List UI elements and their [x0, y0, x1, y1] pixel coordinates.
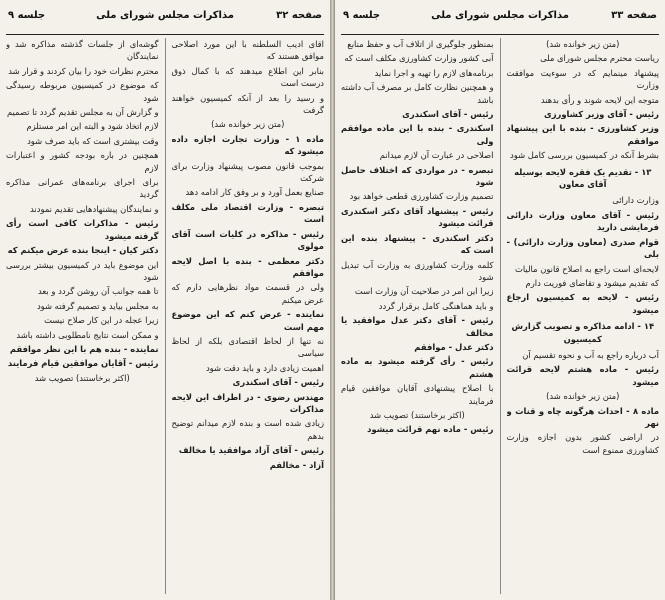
text-line: تبصره - در مواردی که اختلاف حاصل شود [341, 164, 494, 188]
text-line: و رسید را بعد از آنکه کمیسیون خواهند گرفت [171, 92, 324, 116]
text-line: نه تنها از لحاظ اقتصادی بلکه از لحاظ سیاسی [171, 335, 324, 359]
left-page-header [6, 4, 324, 35]
text-line: مهندس رضوی - در اطراف این لایحه مذاکرات [171, 391, 324, 414]
text-line: وقت بیشتری است که باید صرف شود [27, 135, 159, 146]
text-line: رئیس - آقای اسکندری [402, 109, 494, 120]
text-line: وزارت دارائی [612, 195, 659, 206]
text-line: زیرا عجله در این کار صلاح نیست [44, 315, 159, 326]
text-line: دکتر اسکندری - پیشنهاد بنده این است که [341, 232, 494, 256]
text-line: و ممکن است نتایج نامطلوبی داشته باشد [16, 329, 159, 340]
text-line: رئیس - پیشنهاد آقای دکتر اسکندری قرائت میشود [341, 205, 494, 229]
text-line: ولی در قسمت مواد نظرهایی دارم که عرض میکنم [171, 282, 324, 305]
text-line: اقای ادیب السلطنه با این مورد اصلاحی موافق هستند که [171, 39, 324, 62]
text-line: (اکثر برخاستند) تصویب شد [34, 372, 130, 383]
text-line: رئیس - ماده هشتم لایحه قرائت میشود [506, 364, 659, 387]
text-line: قوام صدری (معاون وزارت دارائی) - بلی [506, 236, 659, 260]
text-line: گوشه‌ای از جلسات گذشته مذاکره شد و نمایندگان [6, 39, 159, 62]
left-col-right [172, 38, 325, 594]
right-page [335, 0, 665, 600]
text-line: که موضوع در کمیسیون مربوطه رسیدگی شود [6, 80, 159, 103]
left-page [0, 0, 330, 600]
text-line: نماینده - بنده هم با این نظر موافقم [9, 343, 159, 354]
text-line: (اکثر برخاستند) تصویب شد [369, 409, 465, 420]
left-page-number: صفحه ۳۲ [276, 10, 322, 21]
text-line: بنابر این اطلاع میدهند که با کمال ذوق درست است [171, 65, 324, 89]
text-line: زیرا این امر در صلاحیت آن وزارت است [354, 286, 494, 297]
text-line: رئیس - آقای اسکندری [232, 377, 324, 388]
right-col-right [507, 38, 660, 594]
right-running-title: مذاکرات مجلس شورای ملی [431, 10, 569, 21]
column-divider [165, 38, 166, 594]
right-page-number: صفحه ۳۳ [611, 10, 657, 21]
text-line: رئیس - مذاکره در کلیات است آقای مولوی [171, 228, 324, 252]
text-line: بمنظور جلوگیری از اتلاف آب و حفظ منابع [347, 39, 494, 49]
left-session-label: جلسه ۹ [8, 10, 46, 21]
text-line: رئیس - ماده نهم قرائت میشود [367, 424, 494, 435]
text-line: صنایع بعمل آورد و بر وفق کار ادامه دهد [185, 187, 324, 198]
text-line: رئیس - رأی گرفته میشود به ماده هشتم [341, 356, 494, 379]
text-line: دکتر معظمی - بنده با اصل لایحه موافقم [171, 255, 324, 278]
right-columns [341, 38, 659, 594]
text-line: رئیس - مذاکرات کافی است رأی گرفته میشود [6, 218, 159, 241]
text-line: (متن زیر خوانده شد) [546, 39, 620, 49]
text-line: رئیس - لایحه به کمیسیون ارجاع میشود [506, 292, 659, 315]
text-line: رئیس - آقای معاون وزارت دارائی فرمایشی دارید [506, 209, 659, 233]
text-line: تبصره - وزارت اقتصاد ملی مکلف است [171, 201, 324, 225]
text-line: و نمایندگان پیشنهادهایی تقدیم نمودند [30, 203, 159, 214]
text-line: و گزارش آن به مجلس تقدیم گردد تا تصمیم [6, 107, 159, 118]
right-session-label: جلسه ۹ [343, 10, 381, 21]
text-line: برای اجرای برنامه‌های عمرانی مذاکره گردید [6, 177, 159, 200]
text-line: اصلاحی در عبارت آن لازم میدانم [379, 150, 494, 161]
text-line: رئیس - آقای آزاد موافقید یا مخالف [178, 445, 324, 456]
text-line: (متن زیر خوانده شد) [211, 119, 285, 130]
text-line: دکتر عدل - موافقم [414, 341, 494, 352]
text-line: اهمیت زیادی دارد و باید دقت شود [205, 362, 324, 373]
text-line: محترم نظرات خود را بیان کردند و قرار شد [8, 65, 159, 76]
text-line: همچنین در باره بودجه کشور و اعتبارات لازم [6, 150, 159, 173]
text-line: دکتر کیان - اینجا بنده عرض میکنم که [7, 245, 159, 256]
text-line: آزاد - مخالفم [269, 459, 324, 470]
left-columns [6, 38, 324, 594]
text-line: ماده ۸ - احداث هرگونه چاه و قنات و نهر [506, 405, 659, 428]
text-line: ریاست محترم مجلس شورای ملی [540, 53, 659, 64]
text-line: به مجلس بیاید و تصمیم گرفته شود [36, 300, 159, 311]
text-line: بموجب قانون مصوب پیشنهاد وزارت برای شرکت [171, 160, 324, 184]
text-line: متوجه این لایحه شوند و رأی بدهند [540, 94, 659, 105]
text-line: رئیس - آقای دکتر عدل موافقید یا مخالف [341, 315, 494, 338]
column-divider [500, 38, 501, 594]
text-line: رئیس - آقایان موافقین قیام فرمایند [7, 358, 159, 369]
right-col-left [341, 38, 494, 594]
text-line: لازم اتخاذ شود و البته این امر مستلزم [26, 121, 159, 132]
text-line: وزیر کشاورزی - بنده با این پیشنهاد موافقم [506, 123, 659, 146]
left-running-title: مذاکرات مجلس شورای ملی [96, 10, 234, 21]
text-line: (متن زیر خوانده شد) [546, 391, 620, 402]
text-line: زیادی شده است و بنده لازم میدانم توضیح بدهم [171, 418, 324, 441]
text-line: اسکندری - بنده با این ماده موافقم ولی [341, 123, 494, 146]
text-line: ۱۴ - ادامه مذاکره و تصویب گزارش کمیسیون [511, 321, 655, 344]
text-line: لایحه‌ای است راجع به اصلاح قانون مالیات [514, 263, 659, 274]
text-line: بشرط آنکه در کمیسیون بررسی کامل شود [510, 150, 659, 161]
text-line: پیشنهاد مینمایم که در سوءیت موافقت وزارت [506, 67, 659, 91]
text-line: و باید هماهنگی کامل برقرار گردد [378, 300, 494, 311]
text-line: آب درباره راجع به آب و نحوه تقسیم آن [522, 349, 659, 360]
text-line: رئیس - آقای وزیر کشاورزی [544, 109, 659, 120]
text-line: و همچنین نظارت کامل بر مصرف آب داشته باشد [341, 82, 494, 105]
text-line: آبی کشور وزارت کشاورزی مکلف است که [344, 53, 494, 64]
right-page-header [341, 4, 659, 35]
text-line: نماینده - عرض کنم که این موضوع مهم است [171, 309, 324, 332]
text-line: ۱۳ - تقدیم یک فقره لایحه بوسیله آقای معاون [514, 166, 652, 190]
text-line: تصمیم وزارت کشاورزی قطعی خواهد بود [349, 191, 494, 202]
text-line: با اصلاح پیشنهادی آقایان موافقین قیام فرمایند [341, 383, 494, 406]
text-line: تا همه جوانب آن روشن گردد و بعد [38, 286, 159, 297]
left-col-left [6, 38, 159, 594]
text-line: برنامه‌های لازم را تهیه و اجرا نماید [374, 67, 494, 78]
text-line: در اراضی کشور بدون اجازه وزارت کشاورزی ممنوع است [506, 432, 659, 455]
text-line: که تقدیم میشود و تقاضای فوریت دارم [525, 277, 659, 288]
text-line: ماده ۱ - وزارت تجارت اجازه داده میشود که [171, 133, 324, 157]
text-line: این موضوع باید در کمیسیون بیشتر بررسی شود [6, 259, 159, 282]
text-line: کلمه وزارت کشاورزی به وزارت آب تبدیل شود [341, 259, 494, 282]
